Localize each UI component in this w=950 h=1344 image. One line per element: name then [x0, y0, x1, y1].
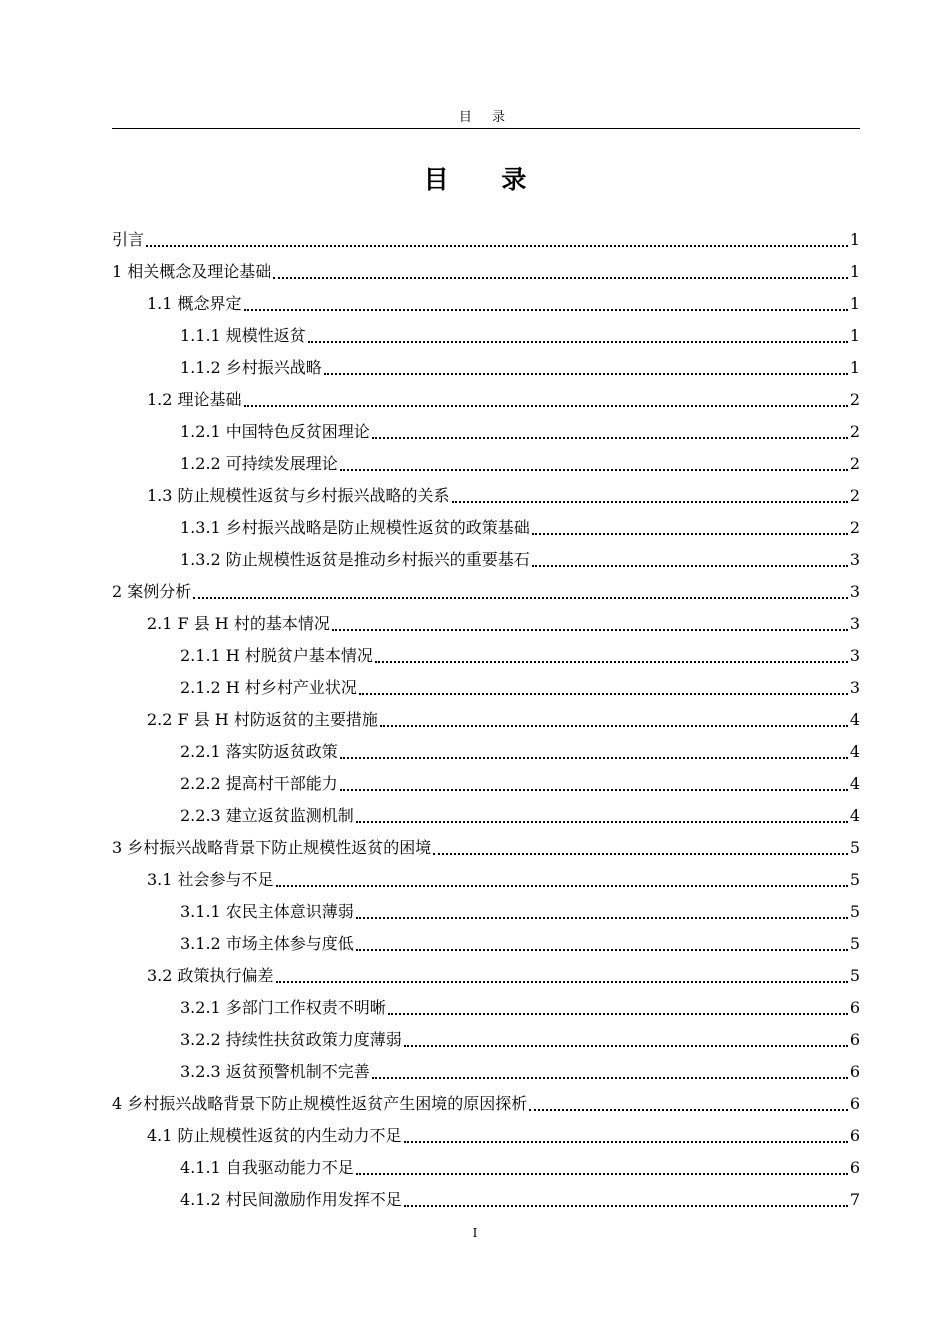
toc-entry-page: 6: [849, 1062, 860, 1081]
toc-leader-dots: [532, 533, 848, 535]
toc-entry[interactable]: [112, 286, 860, 318]
toc-entry-label: 1.1 概念界定: [147, 294, 242, 313]
toc-leader-dots: [356, 917, 848, 919]
toc-entry-page: 5: [849, 902, 860, 921]
toc-leader-dots: [452, 501, 848, 503]
toc-entry[interactable]: [112, 1054, 860, 1086]
toc-entry-label: 4.1.2 村民间激励作用发挥不足: [180, 1190, 402, 1209]
toc-entry[interactable]: [112, 1086, 860, 1118]
toc-entry-label: 3.2.2 持续性扶贫政策力度薄弱: [180, 1030, 402, 1049]
toc-entry[interactable]: [112, 830, 860, 862]
toc-leader-dots: [359, 693, 848, 695]
toc-entry-page: 3: [849, 646, 860, 665]
toc-entry-label: 1.2.1 中国特色反贫困理论: [180, 422, 370, 441]
toc-entry[interactable]: [112, 670, 860, 702]
toc-leader-dots: [273, 277, 848, 279]
toc-entry-page: 1: [849, 294, 860, 313]
toc-entry-page: 1: [849, 358, 860, 377]
toc-leader-dots: [372, 437, 848, 439]
toc-entry-page: 7: [849, 1190, 860, 1209]
toc-leader-dots: [380, 725, 848, 727]
toc-entry-label: 1 相关概念及理论基础: [112, 262, 272, 281]
toc-entry[interactable]: [112, 446, 860, 478]
toc-entry-page: 3: [849, 582, 860, 601]
toc-entry-page: 4: [849, 806, 860, 825]
toc-entry-page: 2: [849, 518, 860, 537]
running-header: 目 录: [458, 110, 514, 125]
toc-leader-dots: [146, 245, 848, 247]
toc-entry[interactable]: [112, 254, 860, 286]
toc-entry-page: 4: [849, 774, 860, 793]
toc-entry-label: 2.2.2 提高村干部能力: [180, 774, 338, 793]
toc-leader-dots: [340, 469, 848, 471]
toc-leader-dots: [372, 1077, 848, 1079]
toc-entry[interactable]: [112, 638, 860, 670]
toc-entry-page: 2: [849, 454, 860, 473]
toc-entry[interactable]: [112, 734, 860, 766]
toc-entry-label: 2.2.1 落实防返贫政策: [180, 742, 338, 761]
toc-entry-page: 6: [849, 1126, 860, 1145]
toc-entry[interactable]: [112, 766, 860, 798]
toc-leader-dots: [324, 373, 848, 375]
toc-entry[interactable]: [112, 1150, 860, 1182]
toc-entry-page: 5: [849, 838, 860, 857]
toc-entry-page: 3: [849, 678, 860, 697]
toc-leader-dots: [404, 1045, 848, 1047]
toc-entry[interactable]: [112, 702, 860, 734]
toc-entry-page: 3: [849, 614, 860, 633]
toc-entry[interactable]: [112, 1022, 860, 1054]
header-rule: [112, 128, 860, 129]
toc-entry[interactable]: [112, 318, 860, 350]
toc-entry-label: 3.1.1 农民主体意识薄弱: [180, 902, 354, 921]
toc-entry-label: 引言: [112, 230, 145, 249]
toc-leader-dots: [433, 853, 848, 855]
toc-entry-page: 1: [849, 262, 860, 281]
toc-entry-page: 3: [849, 550, 860, 569]
toc-entry-label: 1.3 防止规模性返贫与乡村振兴战略的关系: [147, 486, 450, 505]
toc-entry-page: 4: [849, 742, 860, 761]
toc-entry-page: 6: [849, 1030, 860, 1049]
toc-entry-label: 1.3.2 防止规模性返贫是推动乡村振兴的重要基石: [180, 550, 530, 569]
toc-entry[interactable]: [112, 894, 860, 926]
toc-entry-label: 1.3.1 乡村振兴战略是防止规模性返贫的政策基础: [180, 518, 530, 537]
toc-entry[interactable]: [112, 1118, 860, 1150]
toc-entry[interactable]: [112, 958, 860, 990]
toc-entry-label: 1.2 理论基础: [147, 390, 242, 409]
toc-entry[interactable]: [112, 222, 860, 254]
toc-leader-dots: [404, 1141, 848, 1143]
toc-entry[interactable]: [112, 606, 860, 638]
toc-entry-label: 4 乡村振兴战略背景下防止规模性返贫产生困境的原因探析: [112, 1094, 528, 1113]
toc-leader-dots: [244, 309, 848, 311]
toc-entry-label: 1.1.1 规模性返贫: [180, 326, 306, 345]
toc-entry[interactable]: [112, 798, 860, 830]
toc-entry-label: 3.2.1 多部门工作权责不明晰: [180, 998, 386, 1017]
toc-entry-label: 2.2 F 县 H 村防返贫的主要措施: [147, 710, 378, 729]
toc-entry[interactable]: [112, 510, 860, 542]
toc-entry-label: 4.1 防止规模性返贫的内生动力不足: [147, 1126, 402, 1145]
toc-leader-dots: [388, 1013, 848, 1015]
toc-entry-label: 3.2.3 返贫预警机制不完善: [180, 1062, 370, 1081]
toc-entry[interactable]: [112, 926, 860, 958]
toc-entry-label: 3.1 社会参与不足: [147, 870, 274, 889]
toc-leader-dots: [308, 341, 848, 343]
toc-leader-dots: [332, 629, 848, 631]
toc-entry[interactable]: [112, 382, 860, 414]
toc-entry[interactable]: [112, 1182, 860, 1214]
toc-entry-page: 5: [849, 870, 860, 889]
toc-entry-label: 2.1.2 H 村乡村产业状况: [180, 678, 357, 697]
toc-leader-dots: [193, 597, 848, 599]
toc-leader-dots: [532, 565, 848, 567]
toc-entry-label: 4.1.1 自我驱动能力不足: [180, 1158, 354, 1177]
toc-entry[interactable]: [112, 414, 860, 446]
toc-entry-label: 1.2.2 可持续发展理论: [180, 454, 338, 473]
toc-leader-dots: [276, 981, 848, 983]
toc-leader-dots: [244, 405, 848, 407]
toc-leader-dots: [340, 757, 848, 759]
toc-entry[interactable]: [112, 574, 860, 606]
toc-entry-label: 3.1.2 市场主体参与度低: [180, 934, 354, 953]
toc-entry-page: 1: [849, 326, 860, 345]
toc-entry[interactable]: [112, 542, 860, 574]
toc-entry-page: 2: [849, 390, 860, 409]
toc-entry-page: 5: [849, 934, 860, 953]
toc-entry[interactable]: [112, 990, 860, 1022]
toc-entry-label: 3 乡村振兴战略背景下防止规模性返贫的困境: [112, 838, 432, 857]
toc-entry-page: 6: [849, 1094, 860, 1113]
page-number: I: [472, 1226, 478, 1240]
toc-entry-page: 2: [849, 486, 860, 505]
toc-entry[interactable]: [112, 862, 860, 894]
toc-entry-label: 2 案例分析: [112, 582, 192, 601]
page-title: 目 录: [423, 165, 549, 194]
toc-entry-label: 2.2.3 建立返贫监测机制: [180, 806, 354, 825]
toc-leader-dots: [404, 1205, 848, 1207]
toc-leader-dots: [356, 821, 848, 823]
toc-entry-page: 4: [849, 710, 860, 729]
toc-entry-page: 5: [849, 966, 860, 985]
toc-entry-label: 1.1.2 乡村振兴战略: [180, 358, 322, 377]
toc-entry[interactable]: [112, 350, 860, 382]
table-of-contents: [112, 222, 860, 1214]
toc-entry-page: 1: [849, 230, 860, 249]
toc-leader-dots: [276, 885, 848, 887]
toc-leader-dots: [356, 1173, 848, 1175]
toc-entry-page: 6: [849, 998, 860, 1017]
toc-leader-dots: [356, 949, 848, 951]
toc-leader-dots: [529, 1109, 848, 1111]
toc-entry-label: 3.2 政策执行偏差: [147, 966, 274, 985]
toc-leader-dots: [340, 789, 848, 791]
toc-entry-label: 2.1.1 H 村脱贫户基本情况: [180, 646, 373, 665]
toc-entry[interactable]: [112, 478, 860, 510]
toc-leader-dots: [375, 661, 848, 663]
toc-entry-label: 2.1 F 县 H 村的基本情况: [147, 614, 330, 633]
toc-entry-page: 2: [849, 422, 860, 441]
toc-entry-page: 6: [849, 1158, 860, 1177]
